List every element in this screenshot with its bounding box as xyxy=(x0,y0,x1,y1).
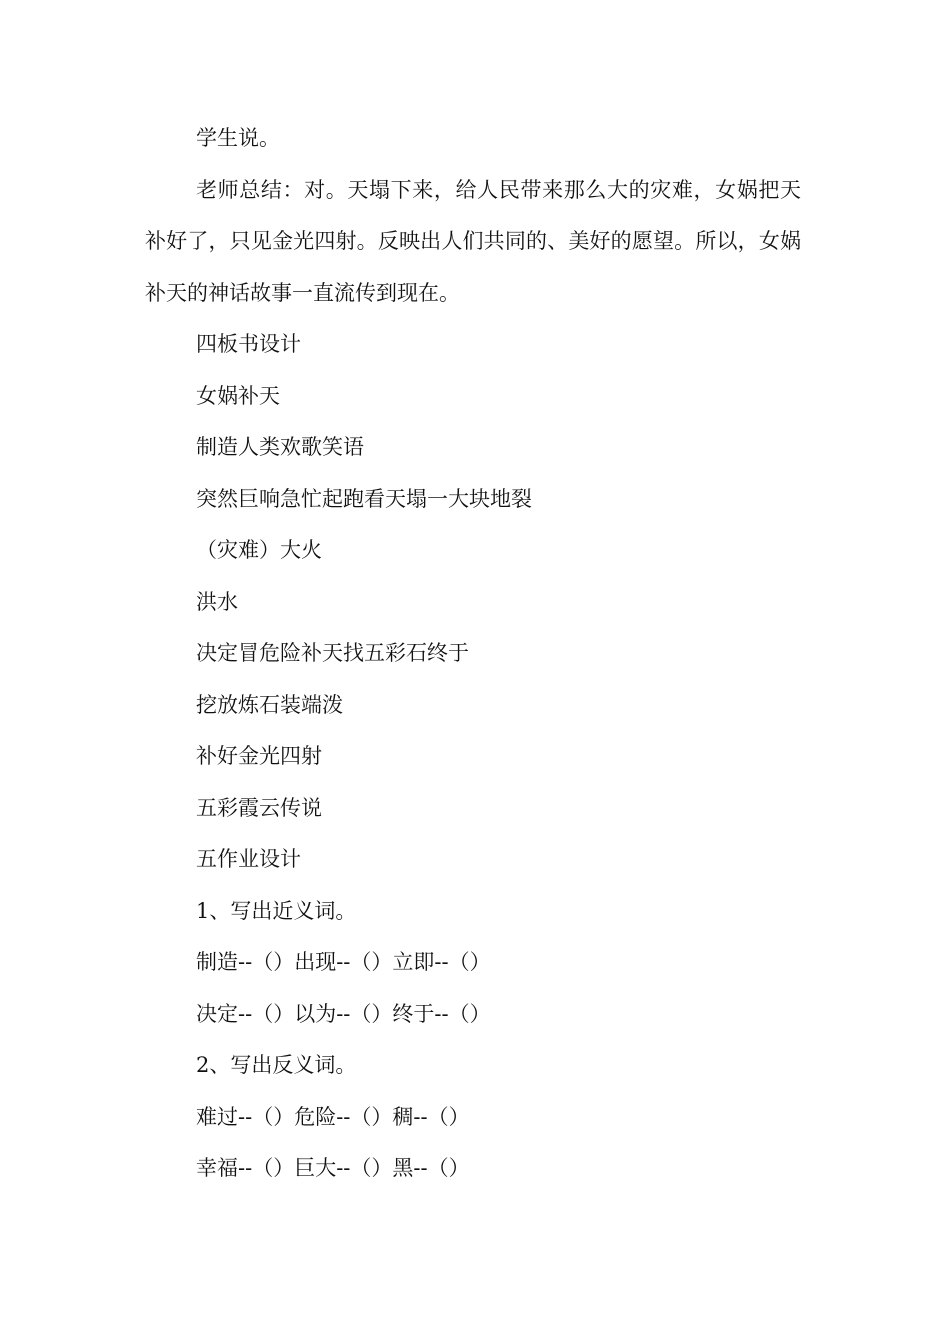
exercise-synonyms-line-2: 决定--（）以为--（）终于--（） xyxy=(196,1001,491,1026)
board-line-create: 制造人类欢歌笑语 xyxy=(196,435,364,459)
exercise-antonyms-line-1: 难过--（）危险--（）稠--（） xyxy=(196,1104,470,1129)
board-line-decide: 决定冒危险补天找五彩石终于 xyxy=(196,641,469,665)
section-heading-homework: 五作业设计 xyxy=(196,847,301,871)
board-line-flood: 洪水 xyxy=(196,589,238,614)
board-line-repaired: 补好金光四射 xyxy=(196,744,322,768)
document-body xyxy=(145,113,805,1195)
exercise-synonyms-title: 1、写出近义词。 xyxy=(196,898,357,923)
exercise-antonyms-line-2: 幸福--（）巨大--（）黑--（） xyxy=(196,1156,470,1180)
board-line-disaster-fire: （灾难）大火 xyxy=(196,538,322,562)
board-line-dig: 挖放炼石装端泼 xyxy=(196,692,343,717)
paragraph-student-says: 学生说。 xyxy=(196,126,280,150)
board-line-title: 女娲补天 xyxy=(196,383,280,408)
exercise-synonyms-line-1: 制造--（）出现--（）立即--（） xyxy=(196,950,491,974)
paragraph-teacher-summary: 老师总结：对。天塌下来，给人民带来那么大的灾难，女娲把天补好了，只见金光四射。反映出人们共同的、美好的愿望。所以，女娲补天的神话故事一直流传到现在。 xyxy=(145,177,801,305)
board-line-sudden: 突然巨响急忙起跑看天塌一大块地裂 xyxy=(196,486,532,511)
board-line-legend: 五彩霞云传说 xyxy=(196,795,322,820)
section-heading-board-design: 四板书设计 xyxy=(196,332,301,356)
exercise-antonyms-title: 2、写出反义词。 xyxy=(196,1053,357,1077)
